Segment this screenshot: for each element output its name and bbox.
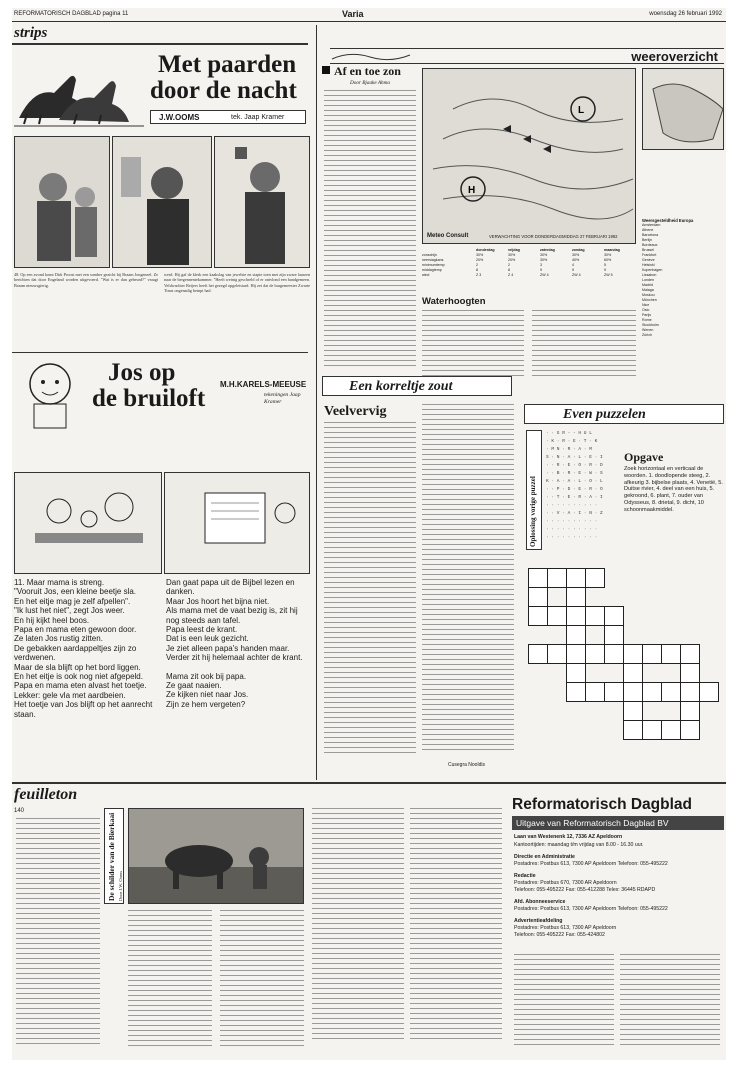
comic1-artist: tek. Jaap Kramer: [231, 114, 285, 121]
forecast-row-label: zonschijn: [422, 253, 437, 257]
verse-right-line: Dan gaat papa uit de Bijbel lezen en danken.: [166, 578, 295, 597]
opgave-text: Zoek horizontaal en verticaal de woorden. 1. doodlopende steeg, 2. afkeurig 3. bijbelse plaats, 4. Venetië, 5. Duitse rivier, 4. deel van een huis, 5. gekroond, 6. plant, 7. ouder van Odysseus, 8. drietal, 9. dicht, 10 schoonmaakmiddel.: [624, 466, 723, 513]
city: Athene: [642, 228, 654, 232]
verse-left-line: De gebakken aardappeltjes zijn zo verdwenen.: [14, 643, 137, 663]
city: Lissabon: [642, 273, 657, 277]
rd-masthead: Reformatorisch Dagblad: [512, 796, 693, 813]
comic1-caption-col1: [14, 272, 158, 350]
feuilleton-sidebar: [104, 808, 124, 904]
rd-smallprint-col1: [514, 954, 614, 1049]
verse-right-line: Als mama met de vaat bezig is, zit hij nog steeds aan tafel.: [166, 606, 298, 625]
city: Brussel: [642, 248, 654, 252]
forecast-cell: 20%: [476, 258, 484, 262]
verse-left-line: "Vooruit Jos, een kleine beetje sla.: [14, 587, 137, 597]
city: Bordeaux: [642, 243, 658, 247]
forecast-cell: 8: [508, 268, 510, 272]
map-credit: Meteo Consult: [427, 233, 469, 239]
cities-table: [642, 218, 724, 338]
puzzle-grid: [528, 568, 722, 768]
feuilleton-sidebar-author: Door J.W. Ooms: [118, 870, 123, 901]
europe-map: [642, 68, 724, 150]
puzzel-banner: [524, 404, 724, 424]
feuilleton-col3: [220, 910, 304, 1050]
forecast-cell: 30%: [540, 258, 548, 262]
puzzle-cell: [585, 644, 605, 664]
puzzle-cell: [699, 682, 719, 702]
city: Rome: [642, 318, 652, 322]
forecast-cell: Z 3: [476, 273, 482, 277]
header-section: Varia: [342, 9, 364, 19]
forecast-cell: Z 4: [508, 273, 514, 277]
comic1-caption-text1: 48. Op een avond komt Dirk Proost met een somber gezicht bij Braam Jongeneel. Ze berichten dat door Engeland worden uitgevoerd. "Wat is er dan gebeurd?" vraagt Braam nieuwsgierig.: [14, 272, 158, 288]
puzzle-cell: [528, 587, 548, 607]
horses-illustration: [14, 48, 144, 132]
feuilleton-rule: [12, 782, 726, 784]
puzzle-cell: [642, 682, 662, 702]
puzzle-cell: [623, 701, 643, 721]
puzzle-cell: [528, 606, 548, 626]
comic1-caption-text2: werd. Hij gaf de klerk een kaakslag van jewelste en stapte toen met zijn zware laarzen naar de bergennentekammer. "Heeft weinig geschreld of er ontvlond een handgemeen. Veldwachter Reijers heeft het gezegd opgeleistard. Hij zei dat de burgemeester Zwarte Tinus ongenadig beinpt had.: [164, 272, 310, 294]
forecast-day: zaterdag: [540, 248, 555, 252]
map-caption: VERWACHTING VOOR DONDERDAGMIDDAG 27 FEBRUARI 1992: [489, 234, 618, 239]
forecast-cell: 2: [508, 263, 510, 267]
feuilleton-number: 140: [14, 808, 25, 814]
comic1-panel-1: [14, 136, 110, 268]
comic1-title-line1: Met paarden: [158, 51, 297, 78]
feuilleton-col2: [128, 910, 212, 1050]
verse-right: [166, 578, 310, 709]
puzzle-cell: [604, 606, 624, 626]
vertical-divider: [316, 25, 317, 780]
puzzle-cell: [661, 720, 681, 740]
puzzle-cell: [661, 682, 681, 702]
forecast-cell: 30%: [476, 253, 484, 257]
comic2-rule: [12, 352, 308, 353]
rd-section-line: Telefoon: 055-495222 Fax: 055-424802: [514, 932, 605, 938]
puzzle-cell: [680, 644, 700, 664]
city: Malaga: [642, 288, 654, 292]
puzzle-cell: [680, 701, 700, 721]
verse-right-line: Mama zit ook bij papa.: [166, 671, 247, 681]
forecast-cell: ZW 4: [540, 273, 549, 277]
weather-banner: [330, 48, 724, 64]
comic1-caption-col2: [164, 272, 310, 350]
feuilleton-painting: [128, 808, 304, 904]
puzzle-cell: [604, 625, 624, 645]
rd-section-line: Telefoon: 055-495222 Fax: 055-412288 Telex: 36445 RDAPD: [514, 887, 656, 893]
comic1-credits: [150, 110, 306, 124]
jos-illustration: [18, 356, 82, 430]
puzzle-cell: [566, 663, 586, 683]
verse-left-line: 11. Maar mama is streng.: [14, 578, 105, 587]
forecast-row-label: middagtemp: [422, 268, 442, 272]
puzzle-cell: [680, 682, 700, 702]
comic1-panel-3: [214, 136, 310, 268]
comic2-author: M.H.KARELS-MEEUSE: [220, 380, 307, 389]
forecast-cell: 4: [572, 263, 574, 267]
puzzle-cell: [547, 568, 567, 588]
city: Wenen: [642, 328, 654, 332]
rd-section-title: Afd. Abonneeservice: [514, 899, 566, 905]
city: Oslo: [642, 308, 650, 312]
puzzle-cell: [585, 568, 605, 588]
puzzel-side-label: Oplossing vorige puzzel: [529, 476, 537, 547]
puzzle-cell: [623, 644, 643, 664]
forecast-cell: 30%: [572, 253, 580, 257]
city: Barcelona: [642, 233, 659, 237]
forecast-cell: 5: [604, 263, 606, 267]
puzzle-cell: [604, 644, 624, 664]
rd-section-title: Directie en Administratie: [514, 854, 575, 860]
feuilleton-col1: [16, 818, 100, 1048]
city: Zürich: [642, 333, 652, 337]
forecast-row-label: neerslagkans: [422, 258, 444, 262]
puzzle-cell: [528, 568, 548, 588]
korreltje-banner: [322, 376, 512, 396]
city: Nice: [642, 303, 650, 307]
city: Genève: [642, 258, 655, 262]
comic2-panel-1: [14, 472, 162, 574]
puzzle-cell: [604, 682, 624, 702]
section-feuilleton: feuilleton: [14, 786, 78, 803]
afentoe-bullet: [322, 66, 330, 74]
rd-section-line: Postadres: Postbus 670, 7300 AR Apeldoorn: [514, 880, 617, 886]
puzzle-cell: [642, 720, 662, 740]
verse-right-line: Je ziet alleen papa's handen maar.: [166, 643, 290, 653]
city: Berlijn: [642, 238, 652, 242]
feuilleton-col4: [312, 808, 404, 1043]
verse-left-line: Papa en mama eten gewoon door.: [14, 625, 137, 635]
forecast-day: donderdag: [476, 248, 495, 252]
forecast-day: vrijdag: [508, 248, 520, 252]
comic1-author: J.W.OOMS: [159, 113, 200, 122]
comic1-panel-2: [112, 136, 212, 268]
forecast-cell: 2: [476, 263, 478, 267]
veelvervig-col2: [422, 404, 514, 754]
puzzle-cell: [528, 644, 548, 664]
puzzle-cell: [623, 663, 643, 683]
header-date: woensdag 26 februari 1992: [649, 11, 722, 17]
waterhoogten-col1: [422, 310, 524, 380]
forecast-cell: 3: [540, 263, 542, 267]
forecast-table: [422, 248, 636, 292]
puzzle-cell: [547, 644, 567, 664]
veelvervig-title: Veelvervig: [324, 404, 387, 419]
rd-address: Laan van Westenenk 12, 7336 AZ Apeldoorn: [514, 834, 623, 840]
header-left: REFORMATORISCH DAGBLAD pagina 11: [14, 11, 129, 17]
comic1-banner: [14, 48, 310, 132]
puzzle-cell: [661, 644, 681, 664]
forecast-cell: 9: [540, 268, 542, 272]
puzzle-cell: [566, 644, 586, 664]
opgave-title: Opgave: [624, 450, 664, 464]
rd-hours: Kantoortijden: maandag t/m vrijdag van 8.00 - 16.30 uur.: [514, 842, 644, 848]
forecast-cell: 9: [572, 268, 574, 272]
verse-left-line: "Ik lust het niet", zegt Jos weer.: [14, 606, 125, 616]
puzzle-cell: [566, 587, 586, 607]
puzzle-cell: [566, 682, 586, 702]
city: Londen: [642, 278, 654, 282]
city: Stockholm: [642, 323, 659, 327]
svg-text:H: H: [468, 185, 476, 196]
newspaper-page: [12, 8, 726, 1060]
afentoe-title: Af en toe zon: [334, 64, 401, 78]
verse-right-line: Ze kijken niet naar Jos.: [166, 690, 249, 700]
forecast-row-label: minimumtemp: [422, 263, 445, 267]
verse-right-line: Dat is een leuk gezicht.: [166, 634, 249, 644]
cities-table-title: Weersgesteldheid Europa: [642, 218, 694, 223]
verse-right-line: Papa leest de krant.: [166, 625, 238, 635]
forecast-row-label: wind: [422, 273, 430, 277]
strips-rule: [12, 43, 308, 45]
verse-left-line: En het eitje mag je zelf afpellen".: [14, 596, 131, 606]
puzzle-cell: [623, 720, 643, 740]
city: Parijs: [642, 313, 651, 317]
city: Amsterdam: [642, 223, 661, 227]
veelvervig-signature: Cusegra Nooldis: [448, 762, 485, 768]
forecast-cell: ZW 4: [572, 273, 581, 277]
forecast-cell: 60%: [604, 258, 612, 262]
city: München: [642, 298, 657, 302]
forecast-cell: 30%: [540, 253, 548, 257]
rd-section-line: Postadres: Postbus 613, 7300 AP Apeldoorn Telefoon: 055-495222: [514, 906, 668, 912]
puzzel-title: Even puzzelen: [563, 407, 646, 422]
forecast-cell: 40%: [572, 258, 580, 262]
city: Moskou: [642, 293, 655, 297]
forecast-cell: 30%: [508, 253, 516, 257]
forecast-cell: 30%: [604, 253, 612, 257]
puzzle-cell: [566, 606, 586, 626]
forecast-cell: ZW 5: [604, 273, 613, 277]
page-header: [12, 8, 726, 22]
section-strips: strips: [14, 25, 48, 41]
puzzel-previous-grid: · · G R - - H U L · K · R · E · T · K · M N · R · A · M S · N · A · L · E · I · · R · E · O · R · D · · B · R · E · W · S K · A · A · L · O · L · · P · D · E · R · O · · T · E · R · A · I · · · · · · · · · · · · V · A · I · N · Z · · · · · · · · · · · · · · · · · · · · · · · · · · · · · ·: [546, 431, 603, 540]
puzzle-cell: [585, 682, 605, 702]
puzzle-cell: [642, 644, 662, 664]
feuilleton-sidebar-title: De schilder van de Bierkaai: [107, 812, 116, 901]
rd-section-title: Advertentieafdeling: [514, 918, 563, 924]
verse-right-line: Verder zit hij helemaal achter de krant.: [166, 653, 303, 663]
comic2-title-line1: Jos op: [108, 359, 176, 386]
rd-section-line: Postadres: Postbus 613, 7300 AP Apeldoorn Telefoon: 055-495222: [514, 861, 668, 867]
comic2-panel-2: [164, 472, 310, 574]
city: Madrid: [642, 283, 653, 287]
puzzle-cell: [566, 625, 586, 645]
comic1-title-line2: door de nacht: [150, 77, 297, 104]
verse-left-line: Papa en mama eten alvast het toetje.: [14, 681, 147, 691]
comic2-title-line2: de bruiloft: [92, 385, 206, 412]
verse-spacer: [166, 663, 310, 672]
rd-sections: [514, 854, 722, 939]
rd-section-line: Postadres: Postbus 613, 7300 AP Apeldoorn: [514, 925, 617, 931]
verse-left-line: En het eitje is ook nog niet afgepeld.: [14, 672, 143, 682]
svg-text:L: L: [578, 105, 585, 116]
rd-uitgave: Uitgave van Reformatorisch Dagblad BV: [512, 816, 724, 830]
puzzle-cell: [623, 682, 643, 702]
puzzel-side: [526, 430, 542, 550]
forecast-day: zondag: [572, 248, 585, 252]
korreltje-title: Een korreltje zout: [349, 379, 453, 394]
weather-title: weeroverzicht: [631, 49, 718, 64]
city: Helsinki: [642, 263, 655, 267]
forecast-cell: 9: [604, 268, 606, 272]
rd-smallprint-col2: [620, 954, 720, 1049]
comic2-artist: tekeningen Jaap Kramer: [264, 392, 301, 405]
city: Frankfurt: [642, 253, 657, 257]
veelvervig-col1: [324, 422, 416, 757]
feuilleton-col5: [410, 808, 502, 1043]
verse-right-line: Zijn ze hem vergeten?: [166, 699, 246, 709]
afentoe-body: [324, 90, 416, 370]
verse-left: [14, 578, 160, 719]
forecast-cell: 8: [476, 268, 478, 272]
rd-section-title: Redactie: [514, 873, 536, 879]
weather-map: [422, 68, 636, 244]
verse-left-line: Maar de sla blijft op het bord liggen.: [14, 662, 141, 672]
verse-left-line: Lekker: gele vla met aardbeien.: [14, 690, 126, 700]
puzzle-cell: [680, 720, 700, 740]
verse-right-line: Maar Jos hoort het bijna niet.: [166, 596, 270, 606]
puzzle-cell: [680, 663, 700, 683]
waterhoogten-col2: [532, 310, 636, 380]
city: Kopenhagen: [642, 268, 663, 272]
puzzle-cell: [585, 606, 605, 626]
verse-right-line: Ze gaat naaien.: [166, 681, 222, 691]
verse-left-line: En hij kijkt heel boos.: [14, 615, 90, 625]
waterhoogten-title: Waterhoogten: [422, 296, 486, 307]
verse-left-line: Het toetje van Jos blijft op het aanrecht staan.: [14, 700, 153, 719]
puzzle-cell: [547, 606, 567, 626]
forecast-day: maandag: [604, 248, 620, 252]
afentoe-byline: Door Bjaake Ahma: [350, 80, 390, 86]
verse-left-line: Ze laten Jos rustig zitten.: [14, 634, 103, 644]
forecast-cell: 20%: [508, 258, 516, 262]
puzzle-cell: [566, 568, 586, 588]
